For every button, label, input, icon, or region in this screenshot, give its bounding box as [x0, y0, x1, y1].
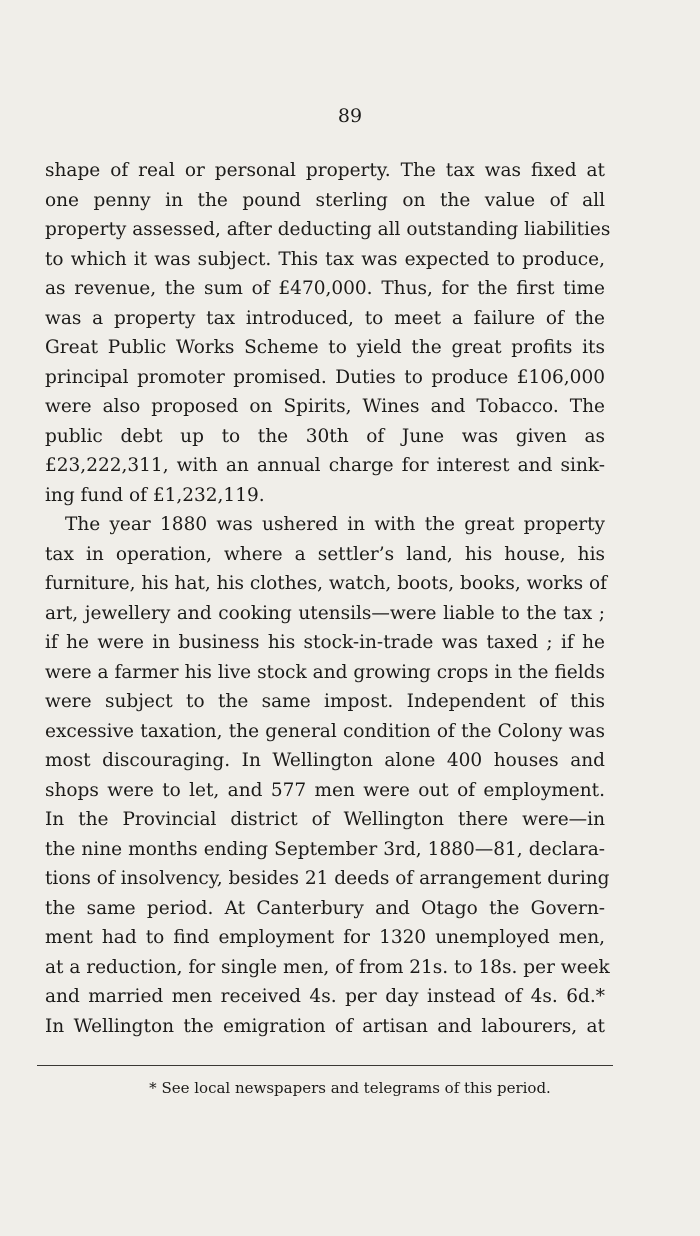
text-line: one penny in the pound sterling on the value of all — [45, 189, 605, 211]
text-line: In the Provincial district of Wellington there were—in — [45, 809, 605, 830]
text-line: the nine months ending September 3rd, 1880—81, declara- — [45, 838, 605, 860]
text-line: Great Public Works Scheme to yield the great profits its — [45, 337, 605, 358]
text-line: property assessed, after deducting all outstanding liabilities — [45, 219, 611, 240]
paragraph-start-line: The year 1880 was ushered in with the great property — [65, 514, 605, 535]
text-line: the same period. At Canterbury and Otago the Govern- — [45, 897, 605, 919]
text-line: were subject to the same impost. Independent of this — [45, 691, 605, 712]
text-line: excessive taxation, the general condition of the Colony was — [45, 720, 605, 742]
text-line: public debt up to the 30th of June was given as — [45, 425, 605, 447]
text-line: was a property tax introduced, to meet a failure of the — [45, 307, 605, 329]
text-line: ment had to find employment for 1320 unemployed men, — [45, 927, 605, 948]
text-line: tax in operation, where a settler’s land, his house, his — [45, 543, 605, 565]
paragraph-end-line: ing fund of £1,232,119. — [45, 484, 265, 506]
text-line: furniture, his hat, his clothes, watch, boots, books, works of — [45, 573, 607, 594]
text-line: were a farmer his live stock and growing crops in the fields — [45, 661, 605, 683]
text-line: at a reduction, for single men, of from 21s. to 18s. per week — [45, 956, 610, 978]
text-line: were also proposed on Spirits, Wines and Tobacco. The — [45, 396, 605, 417]
text-line: shops were to let, and 577 men were out of employment. — [45, 779, 605, 801]
text-line: art, jewellery and cooking utensils—were liable to the tax ; — [45, 602, 605, 624]
text-line: £23,222,311, with an annual charge for interest and sink- — [45, 455, 605, 476]
text-line: and married men received 4s. per day instead of 4s. 6d.* — [45, 986, 605, 1007]
footnote: * See local newspapers and telegrams of this period. — [149, 1079, 551, 1097]
body-text — [45, 156, 611, 1041]
footnote-divider — [37, 1065, 613, 1066]
text-line: if he were in business his stock-in-trade was taxed ; if he — [45, 632, 605, 653]
text-line: In Wellington the emigration of artisan and labourers, at — [45, 1015, 605, 1037]
page-number: 89 — [337, 105, 363, 127]
text-line: shape of real or personal property. The tax was fixed at — [45, 160, 605, 181]
text-line: to which it was subject. This tax was expected to produce, — [45, 248, 605, 270]
text-line: tions of insolvency, besides 21 deeds of arrangement during — [45, 868, 610, 889]
text-line: most discouraging. In Wellington alone 400 houses and — [45, 750, 605, 771]
text-line: principal promoter promised. Duties to produce £106,000 — [45, 366, 605, 388]
text-line: as revenue, the sum of £470,000. Thus, for the first time — [45, 278, 605, 299]
